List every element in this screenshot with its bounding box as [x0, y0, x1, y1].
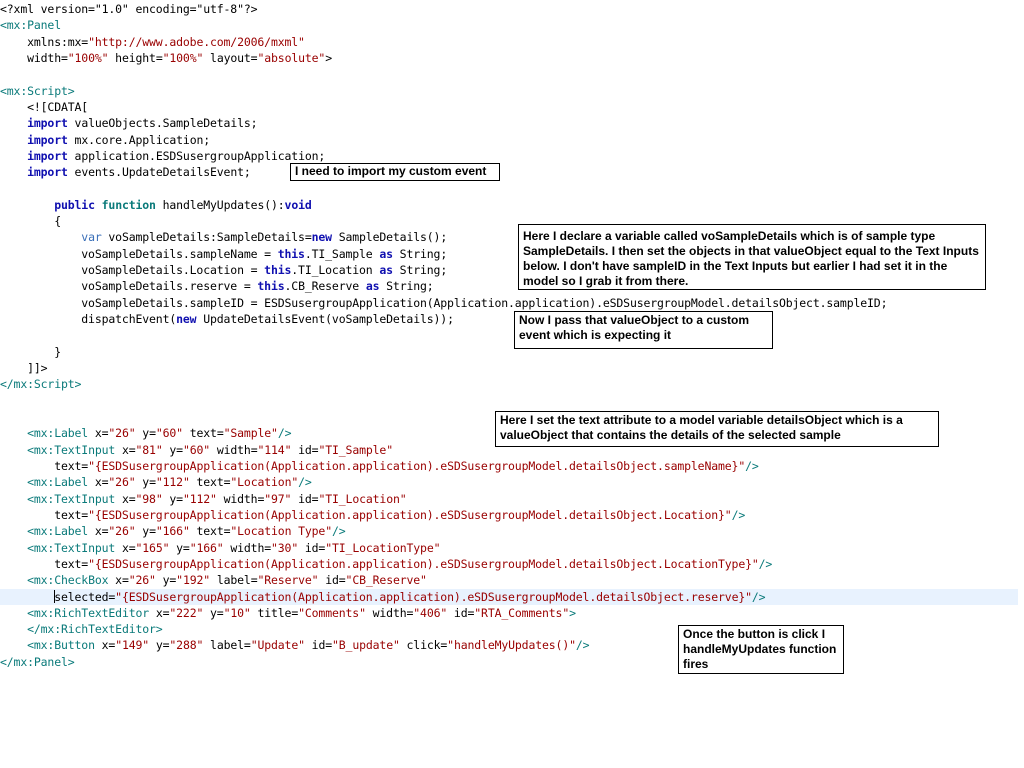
code-token: "165": [135, 540, 170, 555]
code-token: as: [365, 279, 380, 294]
code-token: <mx:Label: [27, 475, 89, 490]
code-line[interactable]: [0, 654, 75, 670]
code-token: "{ESDSusergroupApplication(Application.application).eSDSusergroupModel.detailsObject.sampleName}": [88, 458, 746, 473]
code-token: width=: [216, 491, 265, 506]
code-line[interactable]: [0, 556, 772, 572]
code-token: "Comments": [298, 605, 366, 620]
code-token: "149": [115, 638, 150, 653]
code-token: voSampleDetails:SampleDetails=: [101, 230, 312, 245]
code-token: handleMyUpdates():: [155, 197, 285, 212]
code-token: <?xml version="1.0" encoding="utf-8"?>: [0, 2, 258, 16]
code-token: y=: [149, 638, 170, 653]
code-token: y=: [155, 573, 177, 588]
code-token: <mx:Script>: [0, 83, 75, 98]
code-token: [0, 638, 27, 652]
code-line[interactable]: [0, 507, 745, 523]
code-token: [0, 606, 27, 620]
code-token: x=: [115, 442, 136, 457]
code-token: "166": [155, 524, 190, 539]
code-line[interactable]: [0, 523, 346, 539]
code-token: id=: [318, 573, 346, 588]
code-token: String;: [392, 246, 448, 261]
code-token: "406": [413, 605, 448, 620]
code-token: String;: [392, 263, 448, 278]
code-token: "{ESDSusergroupApplication(Application.application).eSDSusergroupModel.detailsObject.reserve}": [115, 589, 752, 604]
code-line[interactable]: [0, 491, 407, 507]
code-token: y=: [135, 524, 156, 539]
code-token: [0, 492, 27, 506]
code-token: <mx:TextInput: [27, 540, 116, 555]
code-token: "288": [169, 638, 204, 653]
annotation-button-note: Once the button is click I handleMyUpdates function fires: [678, 625, 844, 674]
code-token: [0, 165, 27, 179]
code-line[interactable]: [0, 50, 332, 66]
code-token: <mx:RichTextEditor: [27, 605, 150, 620]
code-token: "81": [135, 442, 163, 457]
code-token: x=: [88, 524, 109, 539]
code-token: />: [758, 556, 773, 571]
code-token: x=: [88, 475, 109, 490]
code-token: mx.core.Application;: [67, 132, 211, 147]
code-token: "B_update": [332, 638, 400, 653]
code-token: "26": [128, 573, 156, 588]
code-token: </mx:RichTextEditor>: [27, 622, 163, 637]
code-token: text=: [189, 475, 231, 490]
annotation-variable-note: Here I declare a variable called voSampleDetails which is of sample type SampleDetails. I then set the objects in that valueObject equal to the Text Inputs below. I don't have sampleID in the Text Inputs but earlier I had set it in the model so I grab it from there.: [518, 224, 986, 290]
code-token: x=: [88, 426, 109, 441]
code-token: id=: [304, 638, 332, 653]
code-token: "98": [135, 491, 163, 506]
current-code-line[interactable]: [0, 589, 1018, 605]
code-line[interactable]: [0, 99, 88, 115]
code-line[interactable]: [0, 621, 163, 637]
code-token: />: [731, 507, 746, 522]
code-token: <mx:Label: [27, 426, 89, 441]
code-line[interactable]: [0, 17, 61, 33]
code-line[interactable]: [0, 458, 759, 474]
code-token: [0, 475, 27, 489]
code-token: <mx:Button: [27, 638, 95, 653]
code-token: "114": [257, 442, 292, 457]
code-line[interactable]: [0, 442, 393, 458]
code-token: voSampleDetails.reserve =: [0, 279, 258, 294]
code-token: as: [379, 263, 393, 278]
code-token: <mx:TextInput: [27, 491, 116, 506]
code-token: import: [27, 132, 68, 147]
code-token: id=: [291, 442, 319, 457]
code-token: "26": [108, 475, 136, 490]
code-token: [0, 573, 27, 587]
code-token: y=: [169, 540, 190, 555]
code-line[interactable]: [0, 197, 312, 213]
code-token: "112": [155, 475, 190, 490]
code-token: id=: [298, 540, 326, 555]
code-token: >: [325, 50, 332, 65]
code-token: selected=: [54, 589, 116, 604]
code-token: [0, 149, 27, 163]
code-line[interactable]: [0, 572, 427, 588]
code-token: [0, 133, 27, 147]
code-token: void: [284, 197, 312, 212]
code-token: new: [176, 312, 197, 327]
code-token: "100%": [162, 50, 204, 65]
code-token: x=: [149, 605, 170, 620]
code-token: "Update": [250, 638, 305, 653]
code-token: .TI_Location: [291, 263, 380, 278]
code-token: application.ESDSusergroupApplication;: [67, 148, 326, 163]
code-token: .CB_Reserve: [284, 279, 366, 294]
code-token: "RTA_Comments": [474, 605, 570, 620]
code-token: />: [298, 475, 312, 490]
code-token: UpdateDetailsEvent(voSampleDetails));: [196, 312, 454, 327]
code-token: y=: [203, 605, 224, 620]
code-line[interactable]: [0, 115, 257, 131]
code-token: x=: [115, 540, 136, 555]
code-token: "{ESDSusergroupApplication(Application.application).eSDSusergroupModel.detailsObject.LocationType}": [88, 556, 759, 571]
code-token: voSampleDetails.sampleID = ESDSusergroupApplication(Application.application).eSDSusergroupModel.detailsObject.sampleID;: [0, 295, 888, 310]
code-token: "http://www.adobe.com/2006/mxml": [88, 34, 305, 49]
code-token: />: [751, 589, 766, 604]
code-token: "handleMyUpdates()": [447, 638, 576, 653]
code-line[interactable]: [0, 637, 589, 653]
code-token: id=: [291, 491, 319, 506]
code-token: text=: [0, 507, 89, 522]
code-token: [0, 524, 27, 538]
code-line[interactable]: [0, 213, 61, 229]
code-token: y=: [162, 491, 183, 506]
code-token: "Sample": [223, 426, 278, 441]
code-line[interactable]: [0, 34, 305, 50]
code-token: }: [0, 344, 61, 359]
code-line[interactable]: [0, 474, 312, 490]
code-token: y=: [135, 426, 156, 441]
code-token: "{ESDSusergroupApplication(Application.application).eSDSusergroupModel.detailsObject.Location}": [88, 507, 732, 522]
code-line[interactable]: [0, 360, 47, 376]
code-token: as: [379, 246, 393, 261]
code-token: voSampleDetails.sampleName =: [0, 246, 278, 261]
code-token: text=: [0, 556, 89, 571]
code-token: [95, 198, 102, 212]
code-token: x=: [108, 573, 129, 588]
code-token: x=: [115, 491, 136, 506]
code-token: "112": [182, 491, 217, 506]
code-token: y=: [135, 475, 156, 490]
code-token: "26": [108, 524, 136, 539]
annotation-binding-note: Here I set the text attribute to a model variable detailsObject which is a valueObject that contains the details of the selected sample: [495, 411, 939, 447]
code-token: [0, 443, 27, 457]
code-token: function: [101, 197, 156, 212]
code-token: <mx:Panel: [0, 18, 61, 33]
code-line[interactable]: [0, 262, 447, 278]
code-token: "166": [189, 540, 224, 555]
code-token: </mx:Script>: [0, 377, 82, 392]
annotation-import-note: I need to import my custom event: [290, 163, 500, 181]
code-line[interactable]: [0, 376, 81, 392]
code-token: public: [54, 197, 95, 212]
code-token: <mx:TextInput: [27, 442, 116, 457]
code-token: </mx:Panel>: [0, 654, 75, 669]
code-token: this: [264, 263, 292, 278]
code-token: "192": [176, 573, 211, 588]
code-token: "60": [155, 426, 183, 441]
code-line[interactable]: [0, 148, 325, 164]
code-token: voSampleDetails.Location =: [0, 263, 265, 278]
code-token: valueObjects.SampleDetails;: [67, 116, 258, 131]
code-token: "TI_Sample": [318, 442, 393, 457]
code-token: import: [27, 165, 68, 180]
code-token: >: [569, 605, 576, 620]
code-token: "Location": [230, 475, 299, 490]
code-token: x=: [94, 638, 116, 653]
code-token: text=: [0, 458, 89, 473]
code-line[interactable]: [0, 311, 454, 327]
code-token: "60": [182, 442, 211, 457]
code-token: [0, 590, 54, 604]
code-token: "10": [223, 605, 251, 620]
code-line[interactable]: [0, 164, 251, 180]
code-line[interactable]: [0, 1, 257, 17]
code-token: label=: [203, 638, 251, 653]
code-line[interactable]: [0, 229, 447, 245]
code-line[interactable]: [0, 278, 434, 294]
code-token: width=: [0, 50, 68, 65]
annotation-dispatch-note: Now I pass that valueObject to a custom event which is expecting it: [514, 311, 773, 349]
code-token: width=: [210, 442, 258, 457]
code-token: label=: [210, 573, 258, 588]
code-token: text=: [182, 426, 224, 441]
code-line[interactable]: [0, 540, 440, 556]
code-token: width=: [223, 540, 271, 555]
code-token: .TI_Sample: [304, 246, 380, 261]
code-token: this: [257, 279, 285, 294]
code-token: new: [311, 230, 332, 245]
code-token: String;: [379, 279, 434, 294]
code-token: />: [745, 458, 759, 473]
code-token: <![CDATA[: [0, 99, 89, 114]
code-token: ]]>: [0, 361, 48, 376]
code-token: "CB_Reserve": [345, 573, 427, 588]
code-token: />: [575, 638, 590, 653]
code-token: "30": [271, 540, 299, 555]
code-line[interactable]: [0, 83, 75, 99]
code-token: [0, 622, 27, 636]
code-line[interactable]: [0, 344, 61, 360]
code-token: <mx:Label: [27, 524, 89, 539]
code-line[interactable]: [0, 425, 291, 441]
code-token: "100%": [67, 50, 109, 65]
code-token: [0, 541, 27, 555]
code-token: text=: [189, 524, 231, 539]
code-token: [0, 116, 27, 130]
code-token: <mx:CheckBox: [27, 573, 109, 588]
code-token: id=: [447, 605, 475, 620]
code-token: layout=: [203, 50, 258, 65]
code-line[interactable]: [0, 295, 887, 311]
code-token: [0, 198, 54, 212]
code-token: var: [81, 230, 102, 245]
code-token: [0, 230, 81, 244]
code-token: events.UpdateDetailsEvent;: [67, 165, 251, 180]
code-token: "TI_Location": [318, 491, 407, 506]
code-token: import: [27, 116, 68, 131]
code-token: import: [27, 148, 68, 163]
code-token: this: [277, 246, 305, 261]
code-token: [0, 426, 27, 440]
code-line[interactable]: [0, 246, 447, 262]
code-token: xmlns:mx=: [0, 34, 89, 49]
code-token: "TI_LocationType": [325, 540, 441, 555]
code-token: title=: [250, 605, 299, 620]
code-token: dispatchEvent(: [0, 312, 177, 327]
code-token: "absolute": [257, 50, 326, 65]
code-token: "222": [169, 605, 204, 620]
code-token: "Reserve": [257, 573, 319, 588]
code-token: {: [0, 214, 61, 229]
code-token: />: [277, 426, 292, 441]
code-token: height=: [108, 50, 163, 65]
code-token: "26": [108, 426, 136, 441]
code-token: width=: [365, 605, 414, 620]
code-token: />: [331, 524, 346, 539]
code-token: click=: [399, 638, 448, 653]
code-token: SampleDetails();: [331, 230, 448, 245]
code-token: "Location Type": [230, 524, 332, 539]
code-token: "97": [264, 491, 292, 506]
code-token: y=: [162, 442, 183, 457]
code-line[interactable]: [0, 132, 210, 148]
code-line[interactable]: [0, 605, 576, 621]
